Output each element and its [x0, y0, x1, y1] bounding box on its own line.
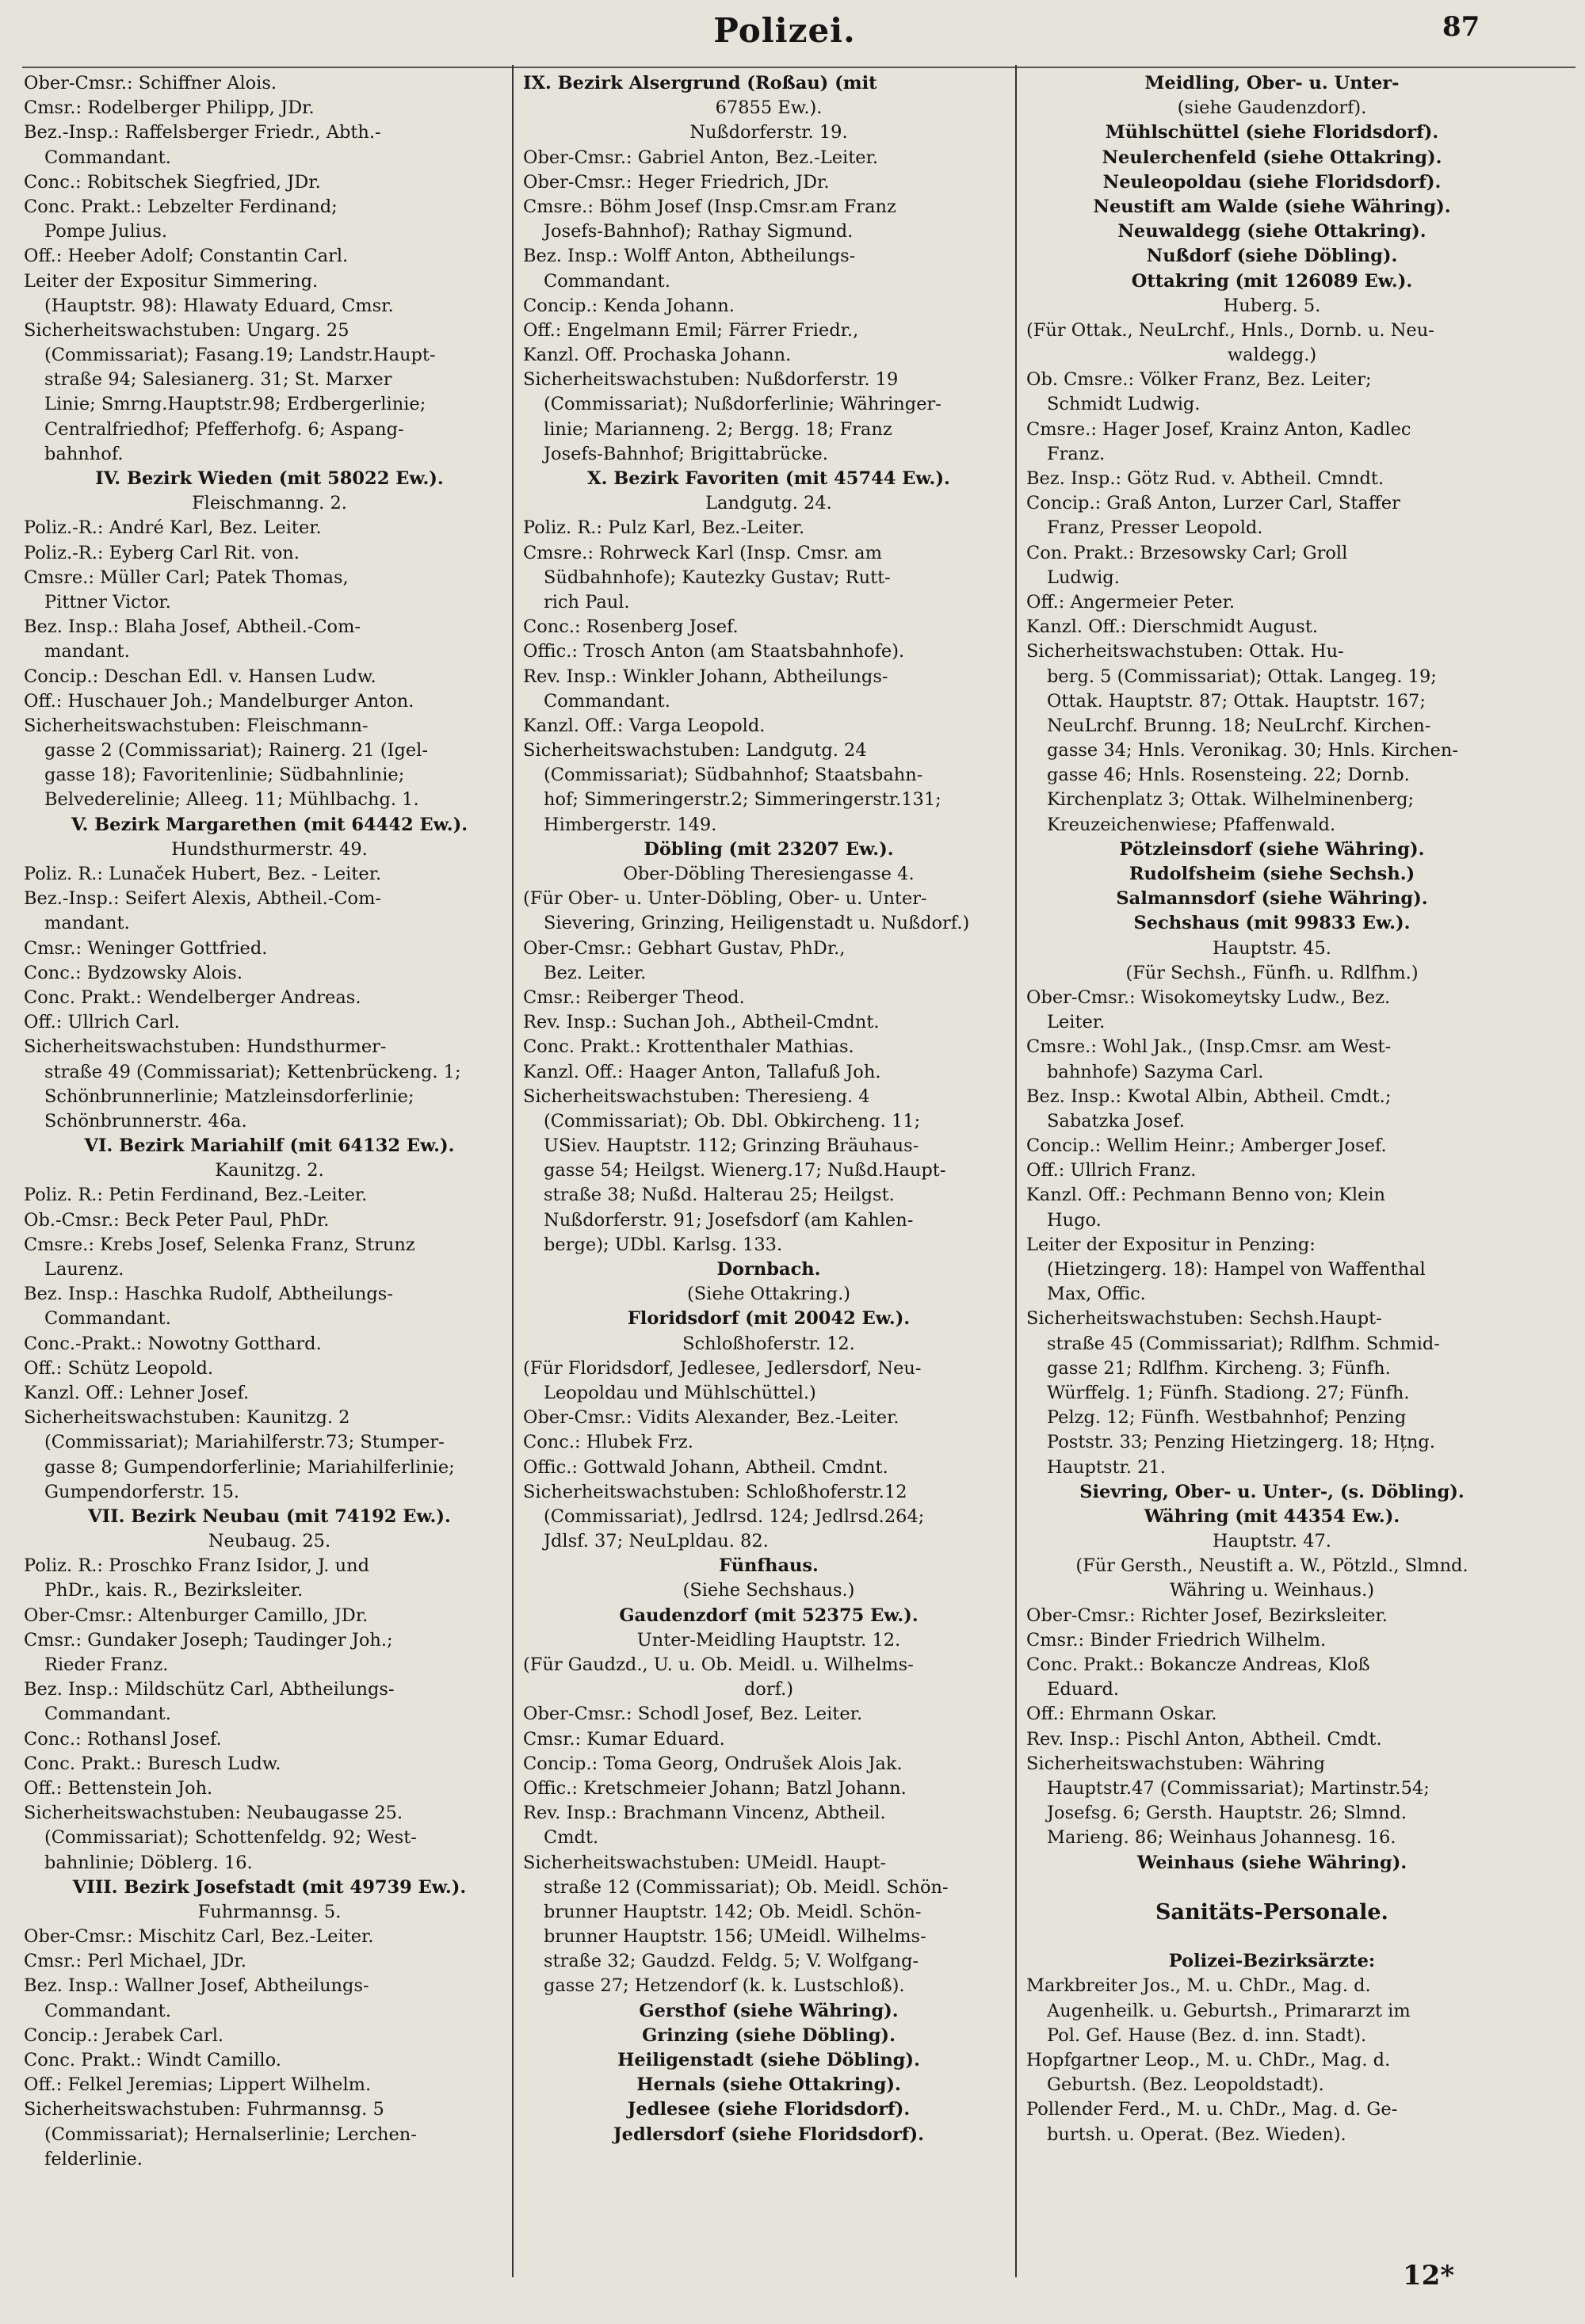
entry-line: straße 45 (Commissariat); Rdlfhm. Schmid- [1047, 1333, 1440, 1354]
entry-line: Sicherheitswachstuben: Schloßhoferstr.12 [523, 1481, 907, 1502]
entry-line: (Hauptstr. 98): Hlawaty Eduard, Cmsr. [44, 295, 394, 316]
entry-line: Off.: Ullrich Carl. [24, 1012, 180, 1033]
entry-line: Bez. Insp.: Wolff Anton, Abtheilungs- [523, 246, 856, 267]
entry-line: Cmsr.: Perl Michael, JDr. [24, 1951, 246, 1972]
entry-line: (Commissariat); Südbahnhof; Staatsbahn- [544, 765, 923, 786]
entry-line: Cmsre.: Hager Josef, Krainz Anton, Kadlec [1026, 418, 1411, 440]
entry-line: Sicherheitswachstuben: Neubaugasse 25. [24, 1803, 403, 1824]
entry-line: Sicherheitswachstuben: Ungarg. 25 [24, 319, 349, 341]
entry-line: Cmsr.: Binder Friedrich Wilhelm. [1026, 1629, 1327, 1650]
entry-line: Kanzl. Off. Prochaska Johann. [523, 345, 792, 366]
entry-line: Hauptstr.47 (Commissariat); Martinstr.54; [1047, 1777, 1430, 1799]
entry-line: (Für Floridsdorf, Jedlesee, Jedlersdorf, Neu- [523, 1357, 922, 1379]
entry-line: gasse 34; Hnls. Veronikag. 30; Hnls. Kirchen- [1047, 740, 1458, 761]
entry-line: Cmsre.: Wohl Jak., (Insp.Cmsr. am West- [1026, 1036, 1392, 1058]
entry-line: gasse 46; Hnls. Rosensteing. 22; Dornb. [1047, 765, 1410, 786]
entry-line: Bez. Insp.: Götz Rud. v. Abtheil. Cmndt. [1026, 468, 1384, 489]
entry-line: Off.: Engelmann Emil; Färrer Friedr., [523, 319, 859, 341]
entry-line: Concip.: Toma Georg, Ondrušek Alois Jak. [523, 1753, 903, 1774]
entry-line: Würffelg. 1; Fünfh. Stadiong. 27; Fünfh. [1047, 1382, 1410, 1403]
section-heading: Sievring, Ober- u. Unter-, (s. Döbling). [1079, 1481, 1465, 1502]
entry-line [1026, 1925, 1518, 1949]
entry-line: Off.: Heeber Adolf; Constantin Carl. [24, 246, 349, 267]
entry-line: Pol. Gef. Hause (Bez. d. inn. Stadt). [1047, 2024, 1367, 2046]
entry-line: Sicherheitswachstuben: Fuhrmannsg. 5 [24, 2099, 384, 2120]
entry-line: Augenheilk. u. Geburtsh., Primararzt im [1047, 2000, 1411, 2021]
entry-line: Poststr. 33; Penzing Hietzingerg. 18; Hțng. [1047, 1432, 1435, 1453]
entry-line: Pelzg. 12; Fünfh. Westbahnhof; Penzing [1047, 1407, 1407, 1429]
entry-line: Cmsre.: Rohrweck Karl (Insp. Cmsr. am [523, 542, 882, 563]
entry-line: Poliz. R.: Lunaček Hubert, Bez. - Leiter. [24, 864, 382, 884]
entry-line: Off.: Angermeier Peter. [1026, 591, 1236, 612]
entry-line: (Für Gersth., Neustift a. W., Pötzld., Slmnd. [1075, 1555, 1469, 1577]
entry-line: Conc.: Hlubek Frz. [523, 1432, 693, 1453]
entry-line: Huberg. 5. [1223, 295, 1321, 316]
entry-line: Commandant. [544, 270, 670, 292]
entry-line: PhDr., kais. R., Bezirksleiter. [44, 1580, 304, 1601]
entry-line: Neubaug. 25. [208, 1531, 331, 1552]
entry-line: Conc.-Prakt.: Nowotny Gotthard. [24, 1333, 322, 1354]
entry-line: (Commissariat); Mariahilferstr.73; Stumper- [44, 1432, 445, 1453]
entry-line: (Commissariat); Schottenfeldg. 92; West- [44, 1827, 417, 1849]
entry-line: Conc.: Rosenberg Josef. [523, 616, 739, 638]
entry-line: Gumpendorferstr. 15. [44, 1481, 240, 1502]
section-heading: Neuleopoldau (siehe Floridsdorf). [1102, 171, 1442, 193]
entry-line: Conc.: Bydzowsky Alois. [24, 962, 243, 983]
entry-line: Sabatzka Josef. [1047, 1110, 1185, 1131]
entry-line: Offic.: Trosch Anton (am Staatsbahnhofe). [523, 641, 905, 662]
entry-line: Off.: Ehrmann Oskar. [1026, 1704, 1217, 1725]
text-column-middle [523, 71, 1014, 2147]
entry-line: straße 49 (Commissariat); Kettenbrückeng. 1; [44, 1061, 461, 1082]
entry-line: Cmsr.: Rodelberger Philipp, JDr. [24, 97, 315, 119]
entry-line: Bez. Insp.: Mildschütz Carl, Abtheilungs- [24, 1679, 395, 1700]
entry-line: Pompe Julius. [44, 221, 168, 242]
entry-line: Poliz. R.: Petin Ferdinand, Bez.-Leiter. [24, 1185, 368, 1206]
entry-line: Hauptstr. 45. [1213, 937, 1331, 959]
section-heading: Währing (mit 44354 Ew.). [1144, 1505, 1400, 1527]
entry-line: Kanzl. Off.: Pechmann Benno von; Klein [1026, 1185, 1386, 1206]
section-heading: Mühlschüttel (siehe Floridsdorf). [1105, 122, 1439, 143]
column-divider [1015, 65, 1017, 2277]
entry-line: gasse 27; Hetzendorf (k. k. Lustschloß). [544, 1975, 905, 1997]
entry-line: Himbergerstr. 149. [544, 814, 717, 835]
entry-line: Conc. Prakt.: Windt Camillo. [24, 2050, 281, 2070]
entry-line: (Siehe Ottakring.) [686, 1284, 850, 1305]
entry-line: Offic.: Gottwald Johann, Abtheil. Cmdnt. [523, 1456, 888, 1478]
entry-line: dorf.) [743, 1679, 794, 1700]
entry-line: Landgutg. 24. [705, 493, 832, 514]
entry-line: mandant. [44, 641, 130, 662]
entry-line: Ober-Cmsr.: Wisokomeytsky Ludw., Bez. [1026, 986, 1391, 1008]
entry-line: Bez.-Insp.: Seifert Alexis, Abtheil.-Com- [24, 888, 382, 910]
entry-line: mandant. [44, 913, 130, 934]
entry-line: (Hietzingerg. 18): Hampel von Waffenthal [1047, 1259, 1426, 1280]
section-heading: Grinzing (siehe Döbling). [642, 2024, 896, 2046]
entry-line: Sievering, Grinzing, Heiligenstadt u. Nußdorf.) [544, 913, 970, 934]
entry-line: NeuLrchf. Brunng. 18; NeuLrchf. Kirchen- [1047, 715, 1431, 736]
entry-line: Off.: Bettenstein Joh. [24, 1777, 213, 1799]
entry-line: Sicherheitswachstuben: Fleischmann- [24, 715, 369, 736]
entry-line: Sicherheitswachstuben: Währing [1026, 1753, 1326, 1774]
entry-line: Sicherheitswachstuben: Kaunitzg. 2 [24, 1407, 350, 1429]
entry-line: Bez. Insp.: Wallner Josef, Abtheilungs- [24, 1975, 369, 1997]
entry-line: Bez. Insp.: Haschka Rudolf, Abtheilungs- [24, 1284, 393, 1305]
entry-line: Schönbrunnerstr. 46a. [44, 1110, 247, 1131]
entry-line: Ober-Cmsr.: Schodl Josef, Bez. Leiter. [523, 1704, 863, 1725]
entry-line [1026, 1876, 1518, 1900]
entry-line: Laurenz. [44, 1259, 124, 1280]
entry-line: Kaunitzg. 2. [215, 1160, 324, 1181]
entry-line: gasse 2 (Commissariat); Rainerg. 21 (Igel- [44, 740, 428, 761]
entry-line: Fleischmanng. 2. [192, 493, 347, 514]
entry-line: Conc.: Rothansl Josef. [24, 1728, 222, 1750]
entry-line: burtsh. u. Operat. (Bez. Wieden). [1047, 2124, 1346, 2145]
entry-line: Commandant. [44, 1704, 171, 1725]
entry-line: (Commissariat); Hernalserlinie; Lerchen- [44, 2124, 417, 2145]
section-heading: Salmannsdorf (siehe Währing). [1116, 888, 1428, 910]
entry-line: Franz. [1047, 443, 1106, 464]
entry-line: Commandant. [544, 690, 670, 712]
entry-line: brunner Hauptstr. 156; UMeidl. Wilhelms- [544, 1926, 926, 1948]
section-heading: Polizei-Bezirksärzte: [1168, 1951, 1376, 1972]
entry-line: Ober-Cmsr.: Gebhart Gustav, PhDr., [523, 937, 846, 959]
entry-line: USiev. Hauptstr. 112; Grinzing Bräuhaus- [544, 1135, 919, 1157]
entry-line: Concip.: Deschan Edl. v. Hansen Ludw. [24, 666, 376, 687]
entry-line: berge); UDbl. Karlsg. 133. [544, 1234, 783, 1255]
signature-mark: 12* [1403, 2260, 1455, 2292]
entry-line: Leiter der Expositur in Penzing: [1026, 1234, 1316, 1255]
section-heading: Heiligenstadt (siehe Döbling). [617, 2050, 920, 2070]
entry-line: Nußdorferstr. 19. [689, 122, 848, 143]
entry-line: Ober-Cmsr.: Schiffner Alois. [24, 73, 277, 93]
entry-line: Bez.-Insp.: Raffelsberger Friedr., Abth.- [24, 122, 381, 143]
entry-line: straße 12 (Commissariat); Ob. Meidl. Schön- [544, 1876, 949, 1898]
entry-line: Hundsthurmerstr. 49. [171, 838, 368, 860]
entry-line: Kreuzeichenwiese; Pfaffenwald. [1047, 814, 1336, 835]
entry-line: (siehe Gaudenzdorf). [1177, 97, 1367, 119]
entry-line: Conc. Prakt.: Bokancze Andreas, Kloß [1026, 1654, 1370, 1675]
entry-line: bahnhof. [44, 443, 124, 464]
entry-line: Cmsre.: Böhm Josef (Insp.Cmsr.am Franz [523, 196, 896, 217]
entry-line: Cmsr.: Weninger Gottfried. [24, 937, 268, 959]
section-heading: Döbling (mit 23207 Ew.). [644, 838, 894, 860]
entry-line: waldegg.) [1227, 345, 1317, 366]
entry-line: Pollender Ferd., M. u. ChDr., Mag. d. Ge- [1026, 2099, 1398, 2120]
entry-line: Sicherheitswachstuben: Landgutg. 24 [523, 740, 867, 761]
entry-line: Ober-Cmsr.: Vidits Alexander, Bez.-Leiter. [523, 1407, 899, 1429]
entry-line: Sicherheitswachstuben: Theresieng. 4 [523, 1086, 870, 1107]
section-heading: V. Bezirk Margarethen (mit 64442 Ew.). [71, 814, 468, 835]
entry-line: Franz, Presser Leopold. [1047, 517, 1263, 539]
entry-line: Concip.: Wellim Heinr.; Amberger Josef. [1026, 1135, 1387, 1157]
entry-line: Cmdt. [544, 1827, 599, 1849]
entry-line: Ottak. Hauptstr. 87; Ottak. Hauptstr. 167; [1047, 690, 1426, 712]
entry-line: Con. Prakt.: Brzesowsky Carl; Groll [1026, 542, 1348, 563]
entry-line: Pittner Victor. [44, 591, 171, 612]
section-heading: Fünfhaus. [719, 1555, 819, 1577]
entry-line: Hauptstr. 47. [1213, 1531, 1331, 1552]
entry-line: Josefs-Bahnhof); Rathay Sigmund. [544, 221, 854, 242]
entry-line: Hauptstr. 21. [1047, 1456, 1166, 1478]
entry-line: Ober-Döbling Theresiengasse 4. [623, 864, 915, 884]
entry-line: linie; Marianneng. 2; Bergg. 18; Franz [544, 418, 892, 440]
section-heading: Weinhaus (siehe Währing). [1136, 1852, 1407, 1873]
entry-line: Poliz.-R.: André Karl, Bez. Leiter. [24, 517, 322, 539]
entry-line: Geburtsh. (Bez. Leopoldstadt). [1047, 2074, 1324, 2096]
section-heading: Nußdorf (siehe Döbling). [1146, 246, 1398, 267]
entry-line: Ober-Cmsr.: Altenburger Camillo, JDr. [24, 1605, 369, 1626]
section-heading: Floridsdorf (mit 20042 Ew.). [627, 1308, 911, 1330]
entry-line: Ob. Cmsre.: Völker Franz, Bez. Leiter; [1026, 369, 1372, 391]
entry-line: Poliz. R.: Pulz Karl, Bez.-Leiter. [523, 517, 805, 539]
entry-line: Josefs-Bahnhof; Brigittabrücke. [544, 443, 828, 464]
entry-line: Marieng. 86; Weinhaus Johannesg. 16. [1047, 1827, 1396, 1849]
entry-line: gasse 18); Favoritenlinie; Südbahnlinie; [44, 765, 405, 786]
entry-line: Bez. Insp.: Blaha Josef, Abtheil.-Com- [24, 616, 361, 638]
entry-line: Josefsg. 6; Gersth. Hauptstr. 26; Slmnd. [1047, 1803, 1407, 1824]
entry-line: Cmsre.: Krebs Josef, Selenka Franz, Strunz [24, 1234, 415, 1255]
entry-line: (Für Ober- u. Unter-Döbling, Ober- u. Unter- [523, 888, 927, 910]
entry-line: Ober-Cmsr.: Mischitz Carl, Bez.-Leiter. [24, 1926, 374, 1948]
entry-line: rich Paul. [544, 591, 630, 612]
entry-line: Centralfriedhof; Pfefferhofg. 6; Aspang- [44, 418, 404, 440]
entry-line: Commandant. [44, 1308, 171, 1330]
section-heading: Gersthof (siehe Währing). [639, 2000, 899, 2021]
entry-line: Concip.: Graß Anton, Lurzer Carl, Staffer [1026, 493, 1400, 514]
section-heading: Ottakring (mit 126089 Ew.). [1131, 270, 1413, 292]
entry-line: straße 38; Nußd. Halterau 25; Heilgst. [544, 1185, 895, 1206]
entry-line: Ludwig. [1047, 567, 1120, 588]
entry-line: Ober-Cmsr.: Heger Friedrich, JDr. [523, 171, 830, 193]
entry-line: Kirchenplatz 3; Ottak. Wilhelminenberg; [1047, 789, 1415, 811]
entry-line: (Commissariat), Jedlrsd. 124; Jedlrsd.264; [544, 1505, 925, 1527]
entry-line: Hopfgartner Leop., M. u. ChDr., Mag. d. [1026, 2050, 1391, 2070]
entry-line: Kanzl. Off.: Varga Leopold. [523, 715, 766, 736]
entry-line: Sicherheitswachstuben: Ottak. Hu- [1026, 641, 1344, 662]
entry-line: Conc. Prakt.: Krottenthaler Mathias. [523, 1036, 854, 1058]
section-heading: Sanitäts-Personale. [1155, 1899, 1388, 1925]
entry-line: Linie; Smrng.Hauptstr.98; Erdbergerlinie; [44, 394, 426, 415]
section-heading: Dornbach. [716, 1259, 821, 1280]
section-heading: Rudolfsheim (siehe Sechsh.) [1129, 864, 1415, 884]
entry-line: Commandant. [44, 147, 171, 168]
section-heading: VI. Bezirk Mariahilf (mit 64132 Ew.). [84, 1135, 455, 1157]
entry-line: Conc. Prakt.: Buresch Ludw. [24, 1753, 281, 1774]
entry-line: Rev. Insp.: Winkler Johann, Abtheilungs- [523, 666, 888, 687]
section-heading: IV. Bezirk Wieden (mit 58022 Ew.). [95, 468, 444, 489]
entry-line: Kanzl. Off.: Haager Anton, Tallafuß Joh. [523, 1061, 881, 1082]
entry-line: Fuhrmannsg. 5. [197, 1901, 342, 1922]
entry-line: (Commissariat); Nußdorferlinie; Währinger- [544, 394, 941, 415]
entry-line: Bez. Insp.: Kwotal Albin, Abtheil. Cmdt.; [1026, 1086, 1392, 1107]
entry-line: felderlinie. [44, 2148, 143, 2169]
section-heading: Neustift am Walde (siehe Währing). [1093, 196, 1451, 217]
entry-line: Rev. Insp.: Suchan Joh., Abtheil-Cmdnt. [523, 1012, 880, 1033]
entry-line: Poliz.-R.: Eyberg Carl Rit. von. [24, 542, 300, 563]
entry-line: brunner Hauptstr. 142; Ob. Meidl. Schön- [544, 1901, 922, 1922]
entry-line: bahnhofe) Sazyma Carl. [1047, 1061, 1264, 1082]
entry-line: Off.: Schütz Leopold. [24, 1357, 214, 1379]
section-heading: Sechshaus (mit 99833 Ew.). [1133, 913, 1411, 934]
entry-line: Conc. Prakt.: Lebzelter Ferdinand; [24, 196, 338, 217]
entry-line: 67855 Ew.). [715, 97, 823, 119]
entry-line: Markbreiter Jos., M. u. ChDr., Mag. d. [1026, 1975, 1371, 1997]
page-number: 87 [1442, 11, 1480, 43]
entry-line: gasse 21; Rdlfhm. Kircheng. 3; Fünfh. [1047, 1357, 1391, 1379]
entry-line: Hugo. [1047, 1209, 1102, 1231]
page-title: Polizei. [713, 11, 856, 50]
entry-line: (Für Gaudzd., U. u. Ob. Meidl. u. Wilhelms- [523, 1654, 914, 1675]
entry-line: gasse 8; Gumpendorferlinie; Mariahilferlinie; [44, 1456, 455, 1478]
entry-line: Rieder Franz. [44, 1654, 169, 1675]
section-heading: Gaudenzdorf (mit 52375 Ew.). [619, 1605, 919, 1626]
entry-line: Offic.: Kretschmeier Johann; Batzl Johann. [523, 1777, 907, 1799]
entry-line: hof; Simmeringerstr.2; Simmeringerstr.131; [544, 789, 941, 811]
section-heading: X. Bezirk Favoriten (mit 45744 Ew.). [587, 468, 950, 489]
entry-line: Schmidt Ludwig. [1047, 394, 1201, 415]
entry-line: Off.: Felkel Jeremias; Lippert Wilhelm. [24, 2074, 372, 2096]
entry-line: Bez. Leiter. [544, 962, 647, 983]
entry-line: (Commissariat); Ob. Dbl. Obkircheng. 11; [544, 1110, 921, 1131]
entry-line: Concip.: Kenda Johann. [523, 295, 735, 316]
entry-line: Kanzl. Off.: Lehner Josef. [24, 1382, 250, 1403]
text-column-left [24, 71, 515, 2172]
section-heading: Jedlersdorf (siehe Floridsdorf). [613, 2124, 924, 2145]
section-heading: IX. Bezirk Alsergrund (Roßau) (mit [523, 73, 877, 93]
entry-line: (Commissariat); Fasang.19; Landstr.Haupt- [44, 345, 436, 366]
entry-line: gasse 54; Heilgst. Wienerg.17; Nußd.Haupt- [544, 1160, 946, 1181]
entry-line: Leiter. [1047, 1012, 1106, 1033]
entry-line: Off.: Ullrich Franz. [1026, 1160, 1197, 1181]
section-heading: Hernals (siehe Ottakring). [636, 2074, 901, 2096]
section-heading: Meidling, Ober- u. Unter- [1144, 73, 1400, 93]
entry-line: Conc.: Robitschek Siegfried, JDr. [24, 171, 321, 193]
entry-line: straße 94; Salesianerg. 31; St. Marxer [44, 369, 392, 391]
section-heading: Pötzleinsdorf (siehe Währing). [1119, 838, 1425, 860]
entry-line: Cmsr.: Reiberger Theod. [523, 986, 745, 1008]
section-heading: VII. Bezirk Neubau (mit 74192 Ew.). [88, 1505, 451, 1527]
entry-line: Ober-Cmsr.: Richter Josef, Bezirksleiter. [1026, 1605, 1388, 1626]
entry-line: Kanzl. Off.: Dierschmidt August. [1026, 616, 1319, 638]
entry-line: berg. 5 (Commissariat); Ottak. Langeg. 19; [1047, 666, 1437, 687]
entry-line: Concip.: Jerabek Carl. [24, 2024, 224, 2046]
entry-line: Leopoldau und Mühlschüttel.) [544, 1382, 816, 1403]
entry-line: Sicherheitswachstuben: Nußdorferstr. 19 [523, 369, 899, 391]
entry-line: Währing u. Weinhaus.) [1169, 1580, 1375, 1601]
entry-line: Rev. Insp.: Pischl Anton, Abtheil. Cmdt. [1026, 1728, 1382, 1750]
entry-line: Eduard. [1047, 1679, 1120, 1700]
entry-line: Sicherheitswachstuben: UMeidl. Haupt- [523, 1852, 887, 1873]
section-heading: Neulerchenfeld (siehe Ottakring). [1102, 147, 1442, 168]
entry-line: Südbahnhofe); Kautezky Gustav; Rutt- [544, 567, 891, 588]
entry-line: Poliz. R.: Proschko Franz Isidor, J. und [24, 1555, 369, 1577]
entry-line: Schloßhoferstr. 12. [682, 1333, 855, 1354]
entry-line: Unter-Meidling Hauptstr. 12. [636, 1629, 901, 1650]
entry-line: Sicherheitswachstuben: Hundsthurmer- [24, 1036, 387, 1058]
entry-line: Leiter der Expositur Simmering. [24, 270, 319, 292]
entry-line: Ober-Cmsr.: Gabriel Anton, Bez.-Leiter. [523, 147, 879, 168]
entry-line: bahnlinie; Döblerg. 16. [44, 1852, 253, 1873]
entry-line: Cmsr.: Kumar Eduard. [523, 1728, 725, 1750]
entry-line: Sicherheitswachstuben: Sechsh.Haupt- [1026, 1308, 1382, 1330]
entry-line: Ob.-Cmsr.: Beck Peter Paul, PhDr. [24, 1209, 330, 1231]
text-column-right [1026, 71, 1518, 2147]
entry-line: Commandant. [44, 2000, 171, 2021]
section-heading: VIII. Bezirk Josefstadt (mit 49739 Ew.). [72, 1876, 467, 1898]
entry-line: straße 32; Gaudzd. Feldg. 5; V. Wolfgang- [544, 1951, 919, 1972]
entry-line: (Für Ottak., NeuLrchf., Hnls., Dornb. u. Neu- [1026, 319, 1434, 341]
entry-line: Rev. Insp.: Brachmann Vincenz, Abtheil. [523, 1803, 886, 1824]
entry-line: Cmsr.: Gundaker Joseph; Taudinger Joh.; [24, 1629, 393, 1650]
header-rule [22, 67, 1575, 68]
entry-line: Schönbrunnerlinie; Matzleinsdorferlinie; [44, 1086, 414, 1107]
section-heading: Jedlesee (siehe Floridsdorf). [627, 2099, 911, 2120]
entry-line: Conc. Prakt.: Wendelberger Andreas. [24, 986, 361, 1008]
entry-line: (Siehe Sechshaus.) [682, 1580, 855, 1601]
entry-line: (Für Sechsh., Fünfh. u. Rdlfhm.) [1125, 962, 1419, 983]
entry-line: Off.: Huschauer Joh.; Mandelburger Anton. [24, 690, 414, 712]
entry-line: Belvederelinie; Alleeg. 11; Mühlbachg. 1. [44, 789, 419, 811]
section-heading: Neuwaldegg (siehe Ottakring). [1117, 221, 1426, 242]
entry-line: Jdlsf. 37; NeuLpldau. 82. [544, 1531, 769, 1552]
entry-line: Nußdorferstr. 91; Josefsdorf (am Kahlen- [544, 1209, 914, 1231]
entry-line: Cmsre.: Müller Carl; Patek Thomas, [24, 567, 349, 588]
entry-line: Max, Offic. [1047, 1284, 1146, 1305]
